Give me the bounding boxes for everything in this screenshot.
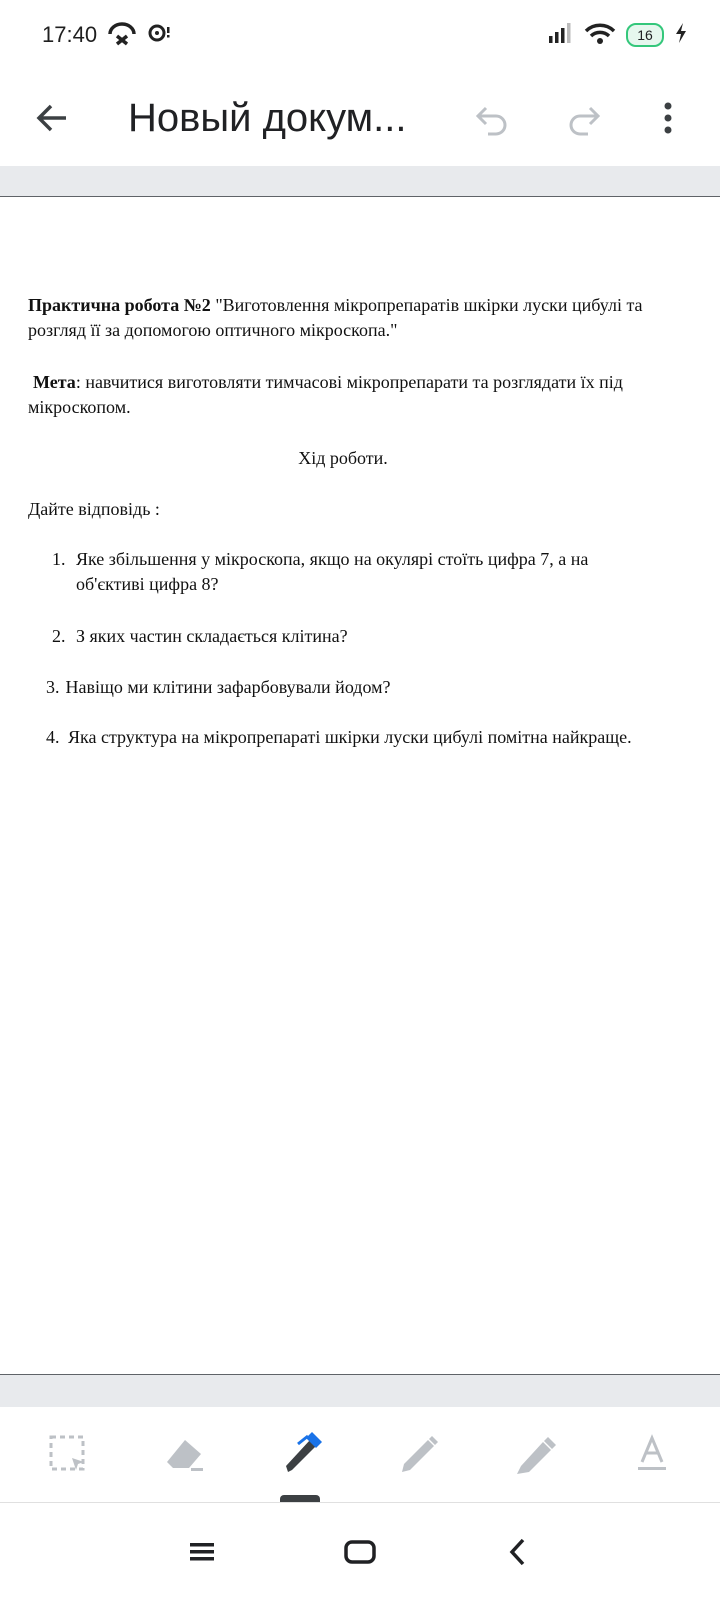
charging-icon [674,22,688,48]
goal-label: Мета [33,372,76,392]
answer-prompt: Дайте відповідь : [28,499,160,519]
app-bar [0,70,720,166]
redo-icon[interactable] [560,94,608,142]
document-heading [28,293,658,343]
back-arrow-icon[interactable] [28,94,76,142]
goal-paragraph [28,370,658,420]
signal-icon [548,22,574,48]
heading-bold: Практична робота №2 [28,295,211,315]
highlighter-icon[interactable] [505,1424,565,1484]
call-missed-icon [107,20,137,50]
status-bar [0,0,720,70]
pencil-icon[interactable] [388,1424,448,1484]
question-4-text: Яка структура на мікропрепараті шкірки луски цибулі помітна найкраще. [63,727,632,747]
page-separator-top [0,166,720,197]
question-4-number: 4. [46,727,60,747]
procedure-heading: Хід роботи. [298,448,388,468]
document-page[interactable] [0,197,720,1374]
page-separator-bottom [0,1374,720,1407]
text-tool-icon[interactable] [622,1424,682,1484]
status-right [548,21,688,49]
status-time: 17:40 [42,22,98,47]
question-2 [52,624,682,649]
wifi-icon [584,21,616,49]
eraser-icon[interactable] [155,1424,215,1484]
question-3-number: 3. [46,677,60,697]
question-2-text: З яких частин складається клітина? [76,626,348,646]
lasso-select-icon[interactable] [38,1424,98,1484]
document-title[interactable]: Новый докум... [128,95,407,140]
recents-icon[interactable] [178,1528,226,1576]
heading-text: "Виготовлення мікропрепаратів шкірки луски цибулі та розгляд її за допомогою оптичного мікроскопа." [28,295,643,340]
more-vert-icon[interactable] [644,94,692,142]
goal-text: : навчитися виготовляти тимчасові мікропрепарати та розглядати їх під мікроскопом. [28,372,623,417]
question-3 [46,675,676,700]
question-3-text: Навіщо ми клітини зафарбовували йодом? [65,677,391,697]
question-1-text: Яке збільшення у мікроскопа, якщо на окулярі стоїть цифра 7, а на об'єктиві цифра 8? [76,549,589,594]
media-icon [147,22,173,48]
undo-icon[interactable] [468,94,516,142]
question-2-number: 2. [52,626,66,646]
question-1-number: 1. [52,549,66,569]
question-4 [28,725,658,750]
battery-icon: 16 [626,23,664,47]
navigation-bar [0,1503,720,1600]
status-left [42,20,173,50]
pen-icon[interactable] [272,1424,332,1484]
question-1 [52,547,642,597]
drawing-toolbar [0,1406,720,1502]
home-icon[interactable] [336,1528,384,1576]
back-icon[interactable] [494,1528,542,1576]
